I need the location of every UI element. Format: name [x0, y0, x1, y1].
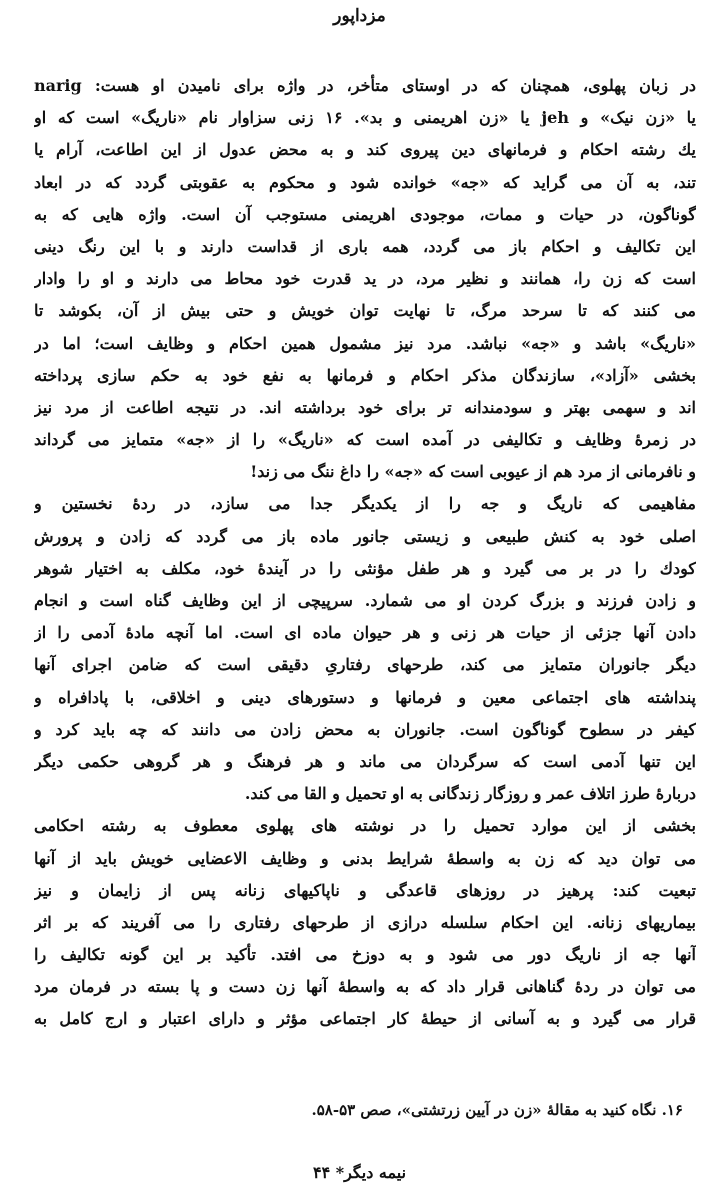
text-line: پنداشته های اجتماعی معین و فرمانها و دستورهای دینی و اخلاقی، با پادافراه و	[34, 687, 696, 707]
text-line: قرار می گیرد و به آسانی از حیطۀ کار اجتماعی مؤثر و دارای اعتبار و ارج کامل به	[34, 1009, 696, 1029]
text-line: بیماریهای زنانه. این احکام سلسله درازی از طرحهای رفتاری را می آفریند که بر اثر	[34, 912, 696, 932]
text-line: می کنند که تا سرحد مرگ، تا نهایت توان خویش و حتی بیش از آن، بکوشد تا	[34, 301, 696, 321]
text-line: دیگر جانوران متمایز می کند، طرحهای رفتاریِ دقیقی است که ضامن اجرای آنها	[34, 655, 696, 675]
text-line: این تکالیف و احکام باز می گردد، همه باری از قداست دارند و با این رنگ دینی	[34, 236, 696, 256]
text-line: و زادن فرزند و بزرگ کردن او می شمارد. سرپیچی از این وظایف گناه است و انجام	[34, 591, 696, 610]
text-line: مفاهیمی که ناریگ و جه را از یکدیگر جدا می سازد، در ردۀ نخستین و	[34, 494, 696, 514]
text-line: یا «زن نیک» و jeh یا «زن اهریمنی و بد». ۱۶ زنی سزاوار نام «ناریگ» است که او	[34, 108, 696, 128]
text-line: و نافرمانی از مرد هم از عیوبی است که «جه» را داغ ننگ می زند!	[250, 462, 696, 482]
text-line: بخشی «آزاد»، سازندگان مذکر احکام و فرمانها به نفع خود به حکم سازی پرداخته	[34, 365, 696, 385]
running-header: مزداپور	[333, 6, 386, 26]
text-line: می توان در ردۀ گناهانی قرار داد که به واسطۀ آنها زن دست و پا بسته در فرمان مرد	[34, 977, 696, 997]
text-line: دربارۀ طرز اتلاف عمر و روزگار زندگانی به او تحمیل و القا می کند.	[244, 784, 696, 804]
page-footer: نیمه دیگر* ۴۴	[312, 1163, 407, 1182]
text-line: تند، به آن می گراید که «جه» خوانده شود و محکوم به عقوبتی گردد که در ابعاد	[34, 172, 696, 192]
text-line: کودك را در بر می گیرد و هر طفل مؤنثی را در آیندۀ خود، مکلف به اختیار شوهر	[34, 558, 696, 578]
text-line: است که زن را، همانند و نظیر مرد، در ید قدرت خود محاط می دارند و او را وادار	[34, 269, 696, 289]
text-line: در زبان پهلوی، همچنان که در اوستای متأخر، در واژه برای نامیدن او هست: narig	[34, 76, 696, 95]
footnote: ۱۶. نگاه کنید به مقالۀ «زن در آیین زرتشتی»، صص ۵۳-۵۸.	[311, 1101, 683, 1119]
text-line: اند و سهمی بهتر و سودمندانه تر برای خود برداشته اند. در نتیجه اطاعت از مرد نیز	[34, 397, 696, 417]
text-line: می توان دید که زن به واسطۀ شرایط بدنی و وظایف الاعضایی خویش باید از آنها	[34, 848, 696, 868]
text-line: گوناگون، در حیات و ممات، موجودی اهریمنی مستوجب آن است. واژه هایی که به	[34, 204, 696, 224]
text-line: اصلی خود به کنش طبیعی و زیستی جانور ماده باز می گردد که زادن و پرورش	[34, 526, 696, 546]
text-line: در زمرۀ وظایف و تکالیفی در آمده است که «ناریگ» را از «جه» متمایز می گرداند	[34, 430, 696, 450]
text-line: آنها جه از ناریگ دور می شود و به دوزخ می افتد. تأکید بر این گونه تکالیف را	[34, 945, 696, 965]
text-line: یك رشته احکام و فرمانهای دین پیروی کند و به محض عدول از این اطاعت، آرام یا	[34, 140, 696, 160]
text-line: دادن آنها جزئی از حیات هر زنی و هر حیوان ماده ای است. اما آنچه مادۀ آدمی را از	[34, 623, 696, 643]
text-line: کیفر در سطوح گوناگون است. جانوران به محض زادن می دانند که چه باید کرد و	[34, 719, 696, 739]
body-text	[34, 70, 696, 1036]
text-line: تبعیت کند: پرهیز در روزهای قاعدگی و ناپاکیهای زنانه پس از زایمان و نیز	[34, 880, 696, 900]
text-line: «ناریگ» باشد و «جه» نباشد. مرد نیز مشمول همین احکام و وظایف است؛ اما در	[34, 333, 696, 353]
text-line: بخشی از این موارد تحمیل را در نوشته های پهلوی معطوف به رشته احکامی	[34, 816, 696, 836]
text-line: این تنها آدمی است که سرگردان می ماند و هر فرهنگ و هر گروهی حکمی دیگر	[34, 751, 696, 771]
